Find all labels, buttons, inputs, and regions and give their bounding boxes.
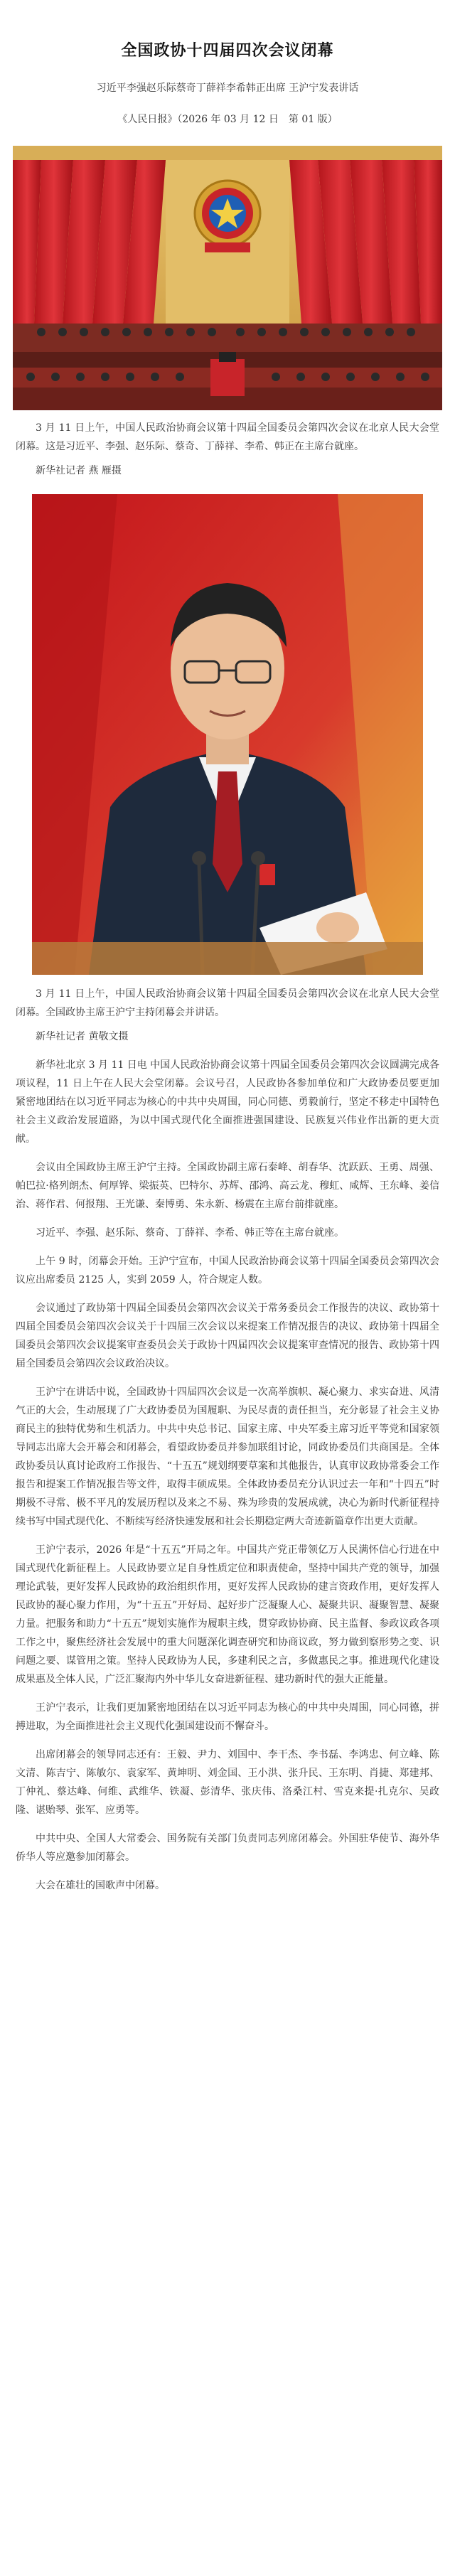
caption-block-1 (0, 419, 455, 480)
article-subtitle: 习近平李强赵乐际蔡奇丁薛祥李希韩正出席 王沪宁发表讲话 (96, 82, 359, 94)
red-flags-right (289, 160, 442, 324)
speaker-podium (210, 359, 245, 396)
photo-caption-2: 3 月 11 日上午，中国人民政治协商会议第十四届全国委员会第四次会议在北京人民大会堂闭幕。全国政协主席王沪宁主持闭幕会并讲话。 (16, 988, 439, 1018)
body-paragraph-10: 中共中央、全国人大常委会、国务院有关部门负责同志列席闭幕会。外国驻华使节、海外华侨华人等应邀参加闭幕会。 (16, 1833, 439, 1863)
body-paragraph-4: 上午 9 时，闭幕会开始。王沪宁宣布，中国人民政治协商会议第十四届全国委员会第四次会议应出席委员 2125 人，实到 2059 人，符合规定人数。 (16, 1256, 439, 1286)
body-paragraph-6: 王沪宁在讲话中说，全国政协十四届四次会议是一次高举旗帜、凝心聚力、求实奋进、风清气正的大会，生动展现了广大政协委员为国履职、为民尽责的责任担当，充分彰显了社会主义协商民主的独特优势和生机活力。中共中央总书记、国家主席、中央军委主席习近平等党和国家领导同志出席大会开幕会和闭幕会，看望政协委员并参加联组讨论，同政协委员们共商国是。全体政协委员认真讨论政府工作报告、“十五五”规划纲要草案和其他报告，认真审议政协常委会工作报告和提案工作情况报告等文件，取得丰硕成果。全体政协委员充分认识过去一年和“十四五”时期极不寻常、极不平凡的发展历程以及来之不易、殊为珍贵的发展成就，决心为新时代新征程持续书写中国式现代化、不断续写经济快速发展和社会长期稳定两大奇迹新篇章作出更大贡献。 (16, 1386, 439, 1527)
assembly-hall-photo (13, 146, 442, 410)
body-paragraph-9: 出席闭幕会的领导同志还有：王毅、尹力、刘国中、李干杰、李书磊、李鸿忠、何立峰、陈文清、陈吉宁、陈敏尔、袁家军、黄坤明、刘金国、王小洪、张升民、王东明、肖捷、郑建邦、丁仲礼、蔡达峰、何维、武维华、铁凝、彭清华、张庆伟、洛桑江村、雪克来提·扎克尔、吴政隆、谌贻琴、张军、应勇等。 (16, 1749, 439, 1816)
photo-credit-1: 新华社记者 燕 雁摄 (36, 465, 122, 476)
body-paragraph-8: 王沪宁表示，让我们更加紧密地团结在以习近平同志为核心的中共中央周围，同心同德，拼搏进取，为全面推进社会主义现代化强国建设而不懈奋斗。 (16, 1702, 439, 1732)
red-flags-left (13, 160, 166, 324)
body-paragraph-7: 王沪宁表示，2026 年是“十五五”开局之年。中国共产党正带领亿万人民满怀信心行进在中国式现代化新征程上。人民政协要立足自身性质定位和职责使命，坚持中国共产党的领导，加强理论武装，更好发挥人民政协的政治组织作用，更好发挥人民政协的建言资政作用，更好发挥人民政协的凝心聚力作用，为“十五五”开好局、起好步广泛凝聚人心、凝聚共识、凝聚智慧、凝聚力量。把服务和助力“十五五”规划实施作为履职主线，贯穿政协协商、民主监督、参政议政各项工作之中，聚焦经济社会发展中的重大问题深化调查研究和协商议政，努力做到察形势之变、识问题之要、谋管用之策。坚持人民政协为人民，多建利民之言，多做惠民之事。推进现代化建设成果惠及全体人民，广泛汇聚海内外中华儿女奋进新征程、建功新时代的强大正能量。 (16, 1544, 439, 1685)
article-body (0, 985, 455, 1895)
speaker-portrait (32, 494, 423, 975)
body-paragraph-11: 大会在雄壮的国歌声中闭幕。 (36, 1880, 165, 1891)
photo-caption-1: 3 月 11 日上午，中国人民政治协商会议第十四届全国委员会第四次会议在北京人民大会堂闭幕。这是习近平、李强、赵乐际、蔡奇、丁薛祥、李希、韩正在主席台就座。 (16, 422, 439, 452)
body-paragraph-5: 会议通过了政协第十四届全国委员会第四次会议关于常务委员会工作报告的决议、政协第十四届全国委员会第四次会议关于十四届三次会议以来提案工作情况报告的决议、政协第十四届全国委员会第四次会议提案审查委员会关于政协十四届四次会议提案审查情况的报告、政协第十四届全国委员会第四次会议政治决议。 (16, 1303, 439, 1369)
body-paragraph-2: 会议由全国政协主席王沪宁主持。全国政协副主席石泰峰、胡春华、沈跃跃、王勇、周强、帕巴拉·格列朗杰、何厚铧、梁振英、巴特尔、苏辉、邵鸿、高云龙、穆虹、咸辉、王东峰、姜信治、蒋作君、何报翔、王光谦、秦博勇、朱永新、杨震在主席台前排就座。 (16, 1162, 439, 1210)
body-paragraph-3: 习近平、李强、赵乐际、蔡奇、丁薛祥、李希、韩正等在主席台就座。 (36, 1227, 344, 1239)
speaker-photo (32, 494, 423, 975)
delegate-badge (259, 864, 275, 885)
photo-credit-2: 新华社记者 黄敬文摄 (36, 1031, 129, 1042)
podium-edge (32, 942, 423, 975)
body-paragraph-1: 新华社北京 3 月 11 日电 中国人民政治协商会议第十四届全国委员会第四次会议圆满完成各项议程，11 日上午在人民大会堂闭幕。会议号召，人民政协各参加单位和广大政协委员要更加紧密地团结在以习近平同志为核心的中共中央周围，同心同德、勇毅前行，坚定不移走中国特色社会主义政治发展道路，为以中国式现代化全面推进强国建设、民族复兴伟业作出新的更大贡献。 (16, 1059, 439, 1145)
article-source: 《人民日报》（2026 年 03 月 12 日 第 01 版） (117, 114, 338, 125)
article-title: 全国政协十四届四次会议闭幕 (121, 42, 334, 60)
assembly-hall-illustration (13, 146, 442, 410)
